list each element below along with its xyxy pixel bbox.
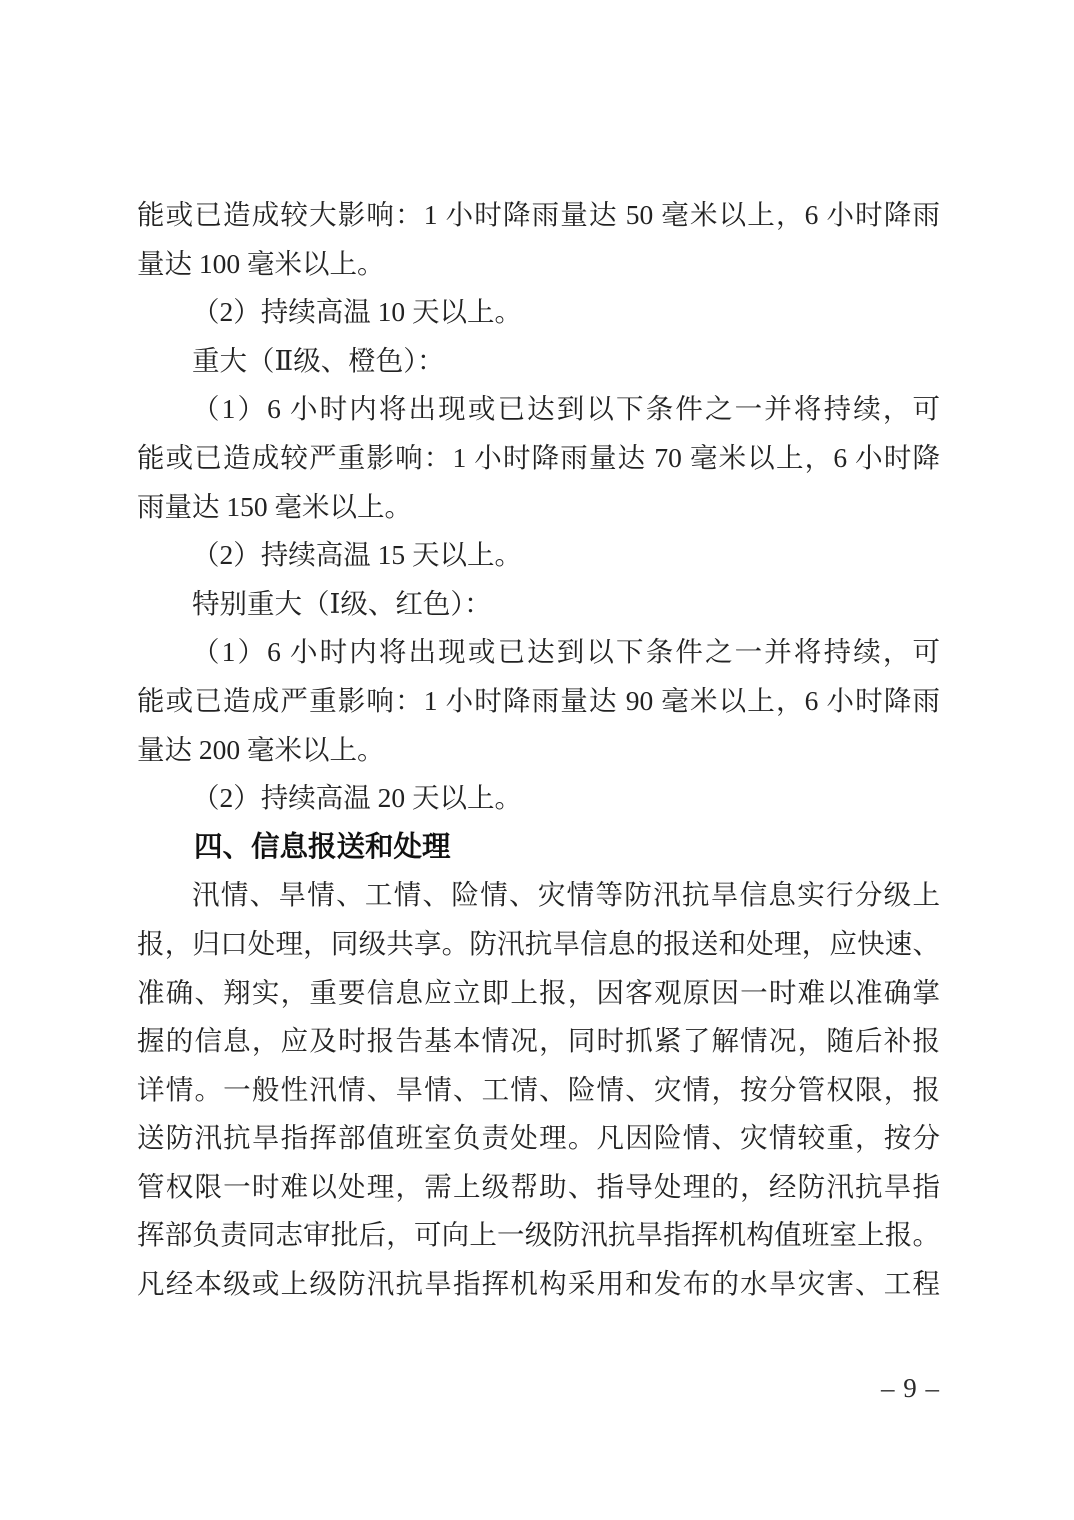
text-line: 量达 200 毫米以上。 xyxy=(137,733,385,765)
paragraph xyxy=(137,580,940,629)
text-line: 管权限一时难以处理，需上级帮助、指导处理的，经防汛抗旱指 xyxy=(137,1170,940,1202)
text-line: （2）持续高温 15 天以上。 xyxy=(192,539,522,571)
paragraph xyxy=(137,871,940,1308)
text-line: 特别重大（Ⅰ级、红色）： xyxy=(192,587,492,619)
paragraph xyxy=(137,191,940,288)
text-line: 送防汛抗旱指挥部值班室负责处理。凡因险情、灾情较重，按分 xyxy=(137,1122,940,1154)
text-line: 四、信息报送和处理 xyxy=(194,830,451,863)
text-line: （1）6 小时内将出现或已达到以下条件之一并将持续，可 xyxy=(192,636,940,668)
paragraph xyxy=(137,531,940,580)
text-line: （2）持续高温 10 天以上。 xyxy=(192,296,522,328)
section-heading xyxy=(137,823,940,872)
paragraph xyxy=(137,288,940,337)
page-number: – 9 – xyxy=(881,1373,940,1403)
paragraph xyxy=(137,385,940,531)
text-line: 能或已造成较严重影响：1 小时降雨量达 70 毫米以上，6 小时降 xyxy=(137,441,940,473)
text-line: 凡经本级或上级防汛抗旱指挥机构采用和发布的水旱灾害、工程 xyxy=(137,1268,940,1300)
paragraph xyxy=(137,774,940,823)
text-line: 能或已造成较大影响：1 小时降雨量达 50 毫米以上，6 小时降雨 xyxy=(137,199,940,230)
text-line: 准确、翔实，重要信息应立即上报，因客观原因一时难以准确掌 xyxy=(137,976,940,1008)
text-line: （1）6 小时内将出现或已达到以下条件之一并将持续，可 xyxy=(192,393,940,425)
text-line: 汛情、旱情、工情、险情、灾情等防汛抗旱信息实行分级上 xyxy=(192,879,940,911)
text-line: 详情。一般性汛情、旱情、工情、险情、灾情，按分管权限，报 xyxy=(137,1073,940,1105)
text-line: （2）持续高温 20 天以上。 xyxy=(192,782,522,814)
text-line: 挥部负责同志审批后，可向上一级防汛抗旱指挥机构值班室上报。 xyxy=(137,1219,940,1251)
text-line: 雨量达 150 毫米以上。 xyxy=(137,490,412,522)
paragraph xyxy=(137,337,940,386)
text-line: 报，归口处理，同级共享。防汛抗旱信息的报送和处理，应快速、 xyxy=(137,927,940,959)
text-line: 重大（Ⅱ级、橙色）： xyxy=(192,344,445,376)
text-line: 能或已造成严重影响：1 小时降雨量达 90 毫米以上，6 小时降雨 xyxy=(137,684,940,716)
document-body xyxy=(137,191,940,1309)
paragraph xyxy=(137,628,940,774)
text-line: 量达 100 毫米以上。 xyxy=(137,247,385,279)
text-line: 握的信息，应及时报告基本情况，同时抓紧了解情况，随后补报 xyxy=(137,1025,940,1057)
